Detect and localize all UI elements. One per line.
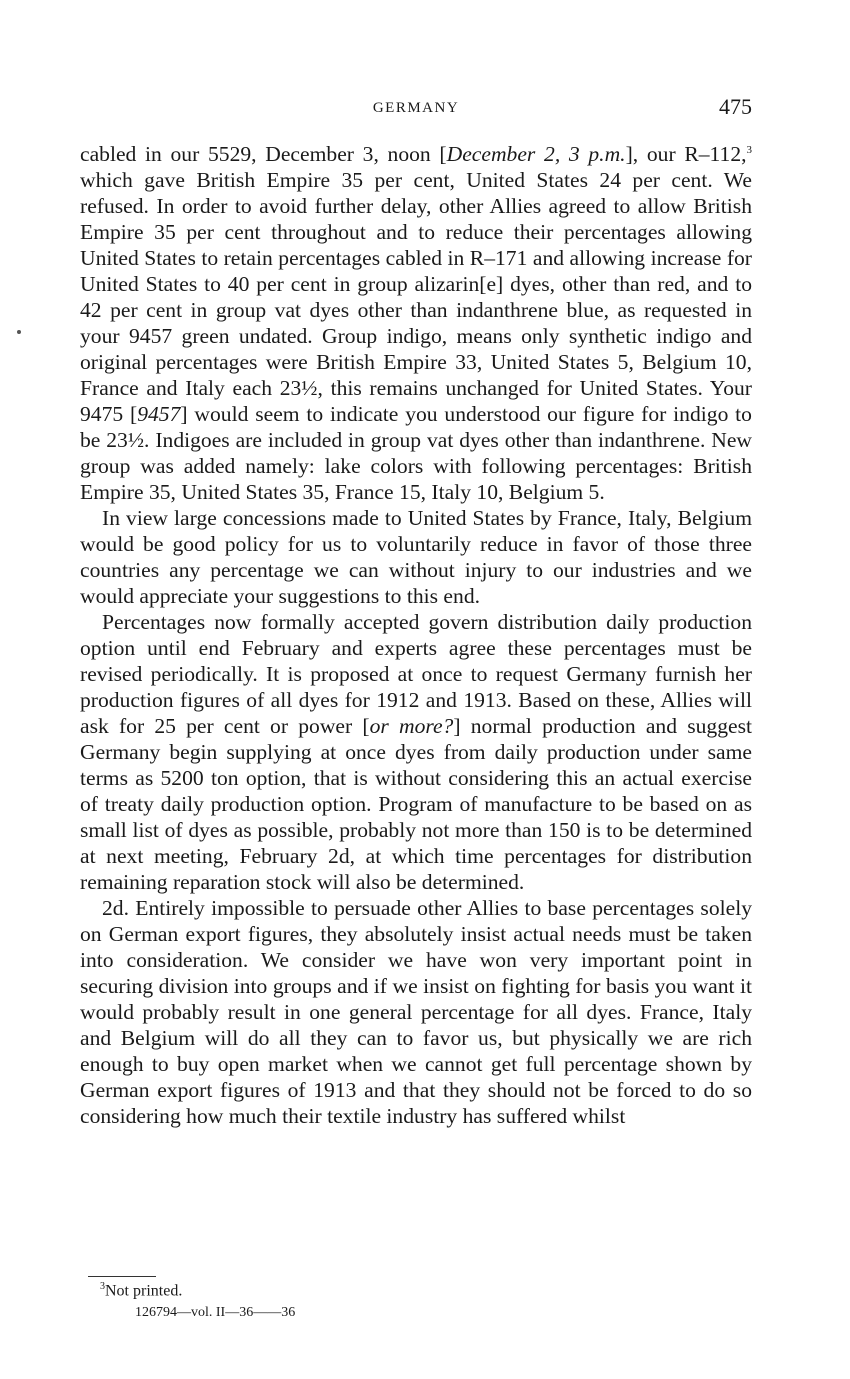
editorial-insertion: December 2, 3 p.m. bbox=[446, 142, 626, 166]
text-run: ], our R–112, bbox=[625, 142, 747, 166]
text-run: cabled in our 5529, December 3, noon [ bbox=[80, 142, 447, 166]
editorial-insertion: 9457 bbox=[137, 402, 181, 426]
footnote-reference: 3 bbox=[746, 143, 753, 156]
footnote-marker: 3 bbox=[100, 1281, 105, 1292]
paragraph-3 bbox=[80, 609, 752, 895]
paragraph-2 bbox=[80, 505, 752, 609]
body-text bbox=[80, 141, 752, 1129]
page-number: 475 bbox=[719, 94, 752, 119]
footnote-rule bbox=[88, 1276, 156, 1277]
text-run: Percentages now formally accepted govern distribution daily production option until end February and experts agree these percentages must be revised periodically. It is proposed at once to request Germany furnish her production figures of all dyes for 1912 and 1913. Based on these, Allies will ask for 25 per cent or power [ bbox=[80, 610, 752, 738]
running-title: GERMANY bbox=[372, 100, 460, 116]
footnote-text: Not printed. bbox=[105, 1282, 183, 1300]
text-run: ] normal production and suggest Germany begin supplying at once dyes from daily production under same terms as 5200 ton option, that is without considering this an actual exercise of treaty daily production option. Program of manufacture to be based on as small list of dyes as possible, probably not more than 150 is to be determined at next meeting, February 2d, at which time percentages for distribution remaining reparation stock will also be determined. bbox=[80, 714, 752, 894]
footnote bbox=[100, 1281, 182, 1300]
editorial-insertion: or more? bbox=[369, 714, 454, 738]
printer-line: 126794—vol. II—36——36 bbox=[135, 1305, 296, 1320]
text-run: ] would seem to indicate you understood our figure for indigo to be 23½. Indigoes are included in group vat dyes other than indanthrene. New group was added namely: lake colors with following percentages: British Empire 35, United States 35, France 15, Italy 10, Belgium 5. bbox=[80, 402, 752, 504]
paragraph-1 bbox=[80, 141, 752, 505]
running-head bbox=[80, 96, 752, 120]
text-run: In view large concessions made to United States by France, Italy, Belgium would be good policy for us to voluntarily reduce in favor of those three countries any percentage we can without injury to our industries and we would appreciate your suggestions to this end. bbox=[80, 506, 752, 608]
text-run: 2d. Entirely impossible to persuade other Allies to base percentages solely on German export figures, they absolutely insist actual needs must be taken into consideration. We consider we have won very important point in securing division into groups and if we insist on fighting for basis you want it would probably result in one general percentage for all dyes. France, Italy and Belgium will do all they can to favor us, but physically we are rich enough to buy open market when we cannot get full percentage shown by German export figures of 1913 and that they should not be forced to do so considering how much their textile industry has suffered whilst bbox=[80, 896, 752, 1128]
paragraph-4 bbox=[80, 895, 752, 1129]
text-run: which gave British Empire 35 per cent, United States 24 per cent. We refused. In order to avoid further delay, other Allies agreed to allow British Empire 35 per cent throughout and to reduce their percentages allowing United States to retain percentages cabled in R–171 and allowing increase for United States to 40 per cent in group alizarin[e] dyes, other than red, and to 42 per cent in group vat dyes other than indanthrene blue, as requested in your 9457 green undated. Group indigo, means only synthetic indigo and original percentages were British Empire 33, United States 5, Belgium 10, France and Italy each 23½, this remains unchanged for United States. Your 9475 [ bbox=[80, 168, 752, 426]
stray-mark bbox=[17, 330, 21, 334]
